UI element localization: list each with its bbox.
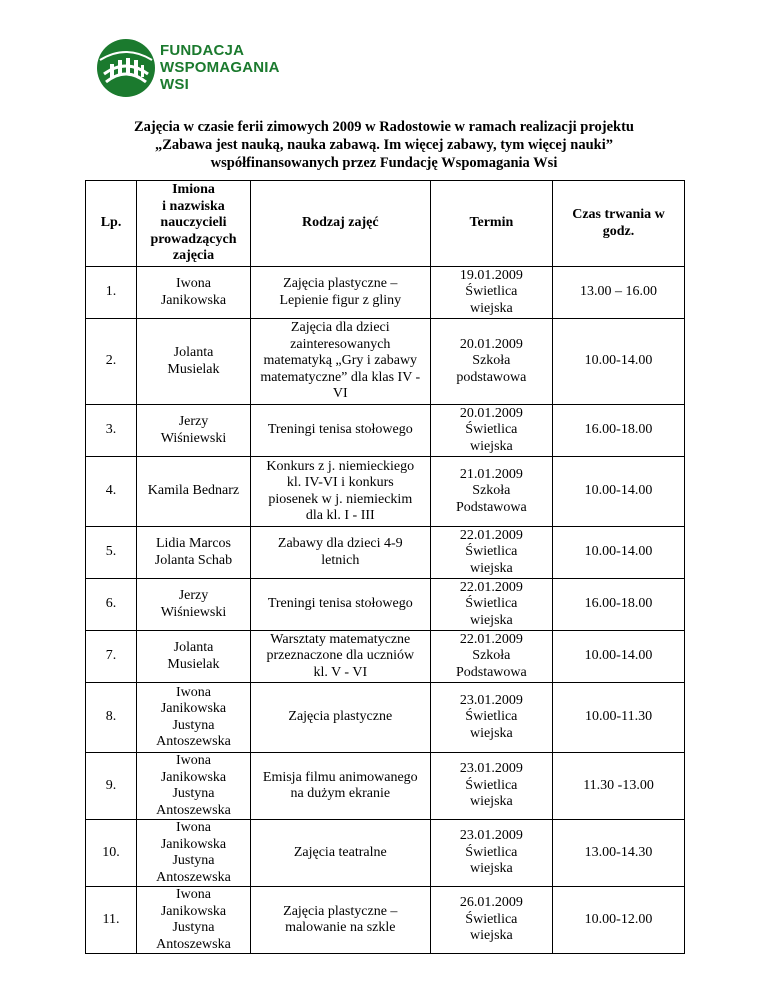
foundation-emblem-icon [96,38,156,98]
row-number: 8. [86,683,137,753]
term-cell-line: 23.01.2009 [459,761,523,777]
teacher-names [137,405,251,457]
teacher-names-line: Janikowska [160,903,227,919]
teacher-names [137,457,251,527]
teacher-names-line: Iwona [175,887,211,902]
activity-type-line: kl. IV-VI i konkurs [286,475,394,490]
teacher-names-line: Jolanta [173,345,214,360]
teacher-names [137,683,251,753]
logo-wordmark [160,42,280,93]
activity-type-line: matematyką „Gry i zabawy [263,353,418,369]
teacher-names-line: Janikowska [160,292,227,308]
teacher-names [137,527,251,579]
activity-type [250,820,430,887]
row-number: 4. [86,457,137,527]
activity-type [250,527,430,579]
activity-type-line: przeznaczone dla uczniów [266,648,415,664]
teacher-names-line: Antoszewska [156,802,231,818]
row-number: 10. [86,820,137,887]
term-cell-line: Świetlica [465,284,518,300]
term-cell-line: 22.01.2009 [459,527,523,543]
term-cell-line: 21.01.2009 [459,466,523,482]
teacher-names [137,319,251,405]
term-cell-line: Świetlica [465,544,518,560]
term-cell-line: 20.01.2009 [459,336,523,352]
teacher-names-line: Antoszewska [156,734,231,749]
activity-type-line: Zajęcia plastyczne [288,709,393,725]
activity-type-line: Zabawy dla dzieci 4-9 [277,536,403,551]
term-cell-line: Świetlica [465,844,518,860]
term-cell-line: wiejska [469,928,513,944]
teacher-names [137,887,251,954]
activity-type [250,267,430,319]
table-row [86,527,685,579]
title-line-1: Zajęcia w czasie ferii zimowych 2009 w Radostowie w ramach realizacji projektu [133,119,634,135]
term-cell [430,319,552,405]
activity-type-line: zainteresowanych [290,336,391,352]
teacher-names-line: Iwona [175,684,211,700]
activity-type-line: Zajęcia plastyczne – [283,276,398,291]
duration-cell: 10.00-12.00 [553,887,685,954]
duration-cell: 10.00-14.00 [553,527,685,579]
header-term: Termin [430,181,552,267]
table-row [86,267,685,319]
logo-line-3: WSI [160,76,189,93]
term-cell-line: 26.01.2009 [459,895,523,911]
duration-cell: 11.30 -13.00 [553,753,685,820]
term-cell-line: podstawowa [456,369,527,385]
row-number: 5. [86,527,137,579]
logo-line-2: WSPOMAGANIA [160,59,280,76]
title-line-3: współfinansowanych przez Fundację Wspomagania Wsi [210,155,558,171]
teacher-names [137,267,251,319]
term-cell-line: wiejska [469,794,513,810]
teacher-names-line: Iwona [175,276,211,291]
term-cell [430,683,552,753]
term-cell-line: Podstawowa [455,499,527,515]
table-row [86,820,685,887]
row-number: 7. [86,631,137,683]
term-cell [430,457,552,527]
duration-cell: 10.00-14.00 [553,631,685,683]
duration-cell: 16.00-18.00 [553,405,685,457]
term-cell [430,527,552,579]
term-cell-line: Szkoła [472,353,511,369]
teacher-names-line: Iwona [175,820,211,835]
teacher-names [137,753,251,820]
term-cell-line: Świetlica [465,596,518,612]
teacher-names-line: Justyna [172,786,215,801]
activity-type [250,753,430,820]
table-row [86,579,685,631]
term-cell-line: Świetlica [465,777,518,793]
table-row [86,753,685,820]
term-cell-line: Szkoła [472,648,511,664]
term-cell-line: 20.01.2009 [459,405,523,421]
row-number: 9. [86,753,137,820]
term-cell-line: 22.01.2009 [459,631,523,647]
term-cell-line: Szkoła [472,483,511,499]
teacher-names-line: Justyna [172,920,215,935]
activity-type-line: Emisja filmu animowanego [262,769,418,785]
table-row [86,887,685,954]
table-row [86,631,685,683]
activity-type [250,457,430,527]
activity-type-line: Lepienie figur z gliny [279,292,402,308]
teacher-names-line: Jerzy [178,414,209,429]
activity-type-line: Warsztaty matematyczne [270,631,411,647]
term-cell [430,631,552,683]
teacher-names-line: Kamila Bednarz [147,483,240,499]
term-cell-line: Świetlica [465,911,518,927]
teacher-names-line: Lidia Marcos [155,536,231,551]
teacher-names [137,820,251,887]
duration-cell: 13.00 – 16.00 [553,267,685,319]
term-cell-line: Świetlica [465,709,518,725]
teacher-names-line: Justyna [172,717,215,733]
activity-type-line: letnich [321,552,360,568]
row-number: 2. [86,319,137,405]
term-cell-line: wiejska [469,300,513,316]
activity-type-line: VI [332,386,348,402]
teacher-names-line: Musielak [167,656,220,672]
activity-type-line: kl. V - VI [313,664,368,680]
term-cell-line: Podstawowa [455,664,527,680]
teacher-names-line: Iwona [175,753,211,768]
table-body [86,267,685,954]
activity-type [250,319,430,405]
teacher-names [137,631,251,683]
teacher-names-line: Musielak [167,361,220,377]
duration-cell: 10.00-11.30 [553,683,685,753]
activity-type-line: na dużym ekranie [290,786,391,801]
document-title [90,118,678,172]
activity-type [250,579,430,631]
row-number: 1. [86,267,137,319]
header-duration: Czas trwania w godz. [553,181,685,267]
activity-type [250,631,430,683]
table-row [86,405,685,457]
duration-cell: 10.00-14.00 [553,319,685,405]
activity-type-line: Zajęcia teatralne [293,844,387,860]
term-cell-line: wiejska [469,612,513,628]
teacher-names-line: Janikowska [160,836,227,852]
table-header-row [86,181,685,267]
header-teacher-names: Imiona i nazwiska nauczycieli prowadzących zajęcia [137,181,251,267]
teacher-names-line: Antoszewska [156,869,231,885]
activity-type-line: Zajęcia plastyczne – [283,903,398,919]
term-cell [430,753,552,820]
teacher-names-line: Jolanta [173,640,214,655]
term-cell-line: wiejska [469,725,513,741]
activity-type [250,887,430,954]
teacher-names-line: Wiśniewski [160,604,227,620]
header-activity-type: Rodzaj zajęć [250,181,430,267]
activity-type-line: malowanie na szkle [285,920,396,935]
duration-cell: 16.00-18.00 [553,579,685,631]
teacher-names-line: Janikowska [160,769,227,785]
schedule-table [85,180,685,954]
row-number: 6. [86,579,137,631]
term-cell-line: 19.01.2009 [459,267,523,283]
activity-type-line: piosenek w j. niemieckim [268,491,413,507]
activity-type-line: Treningi tenisa stołowego [267,422,413,438]
term-cell [430,405,552,457]
logo-line-1: FUNDACJA [160,42,245,59]
table-row [86,683,685,753]
activity-type [250,683,430,753]
term-cell [430,887,552,954]
header-lp: Lp. [86,181,137,267]
teacher-names-line: Janikowska [160,701,227,716]
teacher-names-line: Jerzy [178,588,209,603]
teacher-names-line: Justyna [172,853,215,868]
activity-type-line: Treningi tenisa stołowego [267,596,413,612]
teacher-names-line: Wiśniewski [160,430,227,446]
row-number: 11. [86,887,137,954]
row-number: 3. [86,405,137,457]
teacher-names [137,579,251,631]
term-cell-line: 22.01.2009 [459,579,523,595]
activity-type-line: matematyczne” dla klas IV - [260,369,421,385]
term-cell-line: 23.01.2009 [459,692,523,708]
table-row [86,319,685,405]
activity-type-line: Zajęcia dla dzieci [290,320,390,336]
table-row [86,457,685,527]
activity-type-line: Konkurs z j. niemieckiego [266,458,415,474]
duration-cell: 13.00-14.30 [553,820,685,887]
term-cell-line: wiejska [469,438,513,454]
term-cell-line: wiejska [469,560,513,576]
activity-type-line: dla kl. I - III [305,508,375,523]
term-cell [430,267,552,319]
duration-cell: 10.00-14.00 [553,457,685,527]
teacher-names-line: Jolanta Schab [154,552,233,568]
term-cell [430,820,552,887]
term-cell-line: Świetlica [465,422,518,438]
term-cell-line: 23.01.2009 [459,828,523,844]
term-cell [430,579,552,631]
foundation-logo [96,38,296,108]
activity-type [250,405,430,457]
title-line-2: „Zabawa jest nauką, nauka zabawą. Im więcej zabawy, tym więcej nauki” [155,137,613,153]
term-cell-line: wiejska [469,861,513,877]
teacher-names-line: Antoszewska [156,936,231,952]
